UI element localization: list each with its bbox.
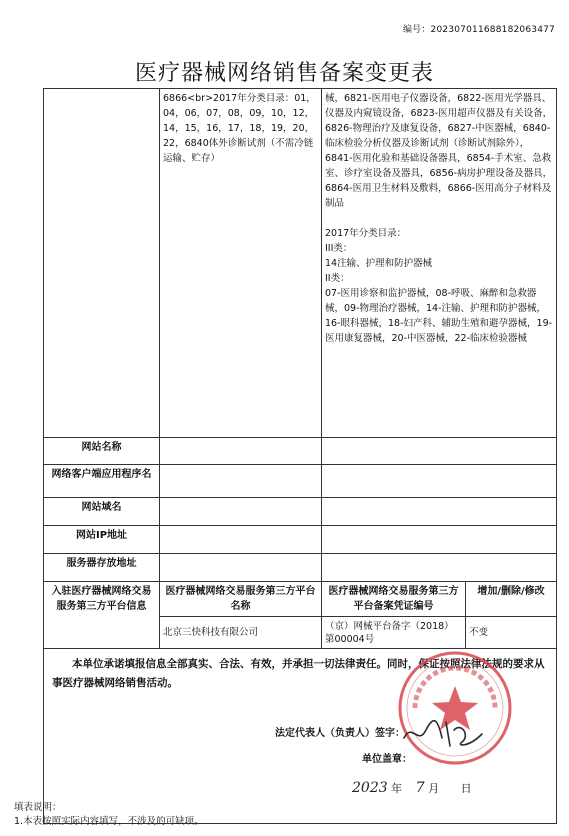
platform-change-header: 增加/删除/修改 — [466, 582, 557, 617]
ip-value-2 — [322, 526, 557, 554]
platform-cert-value: （京）网械平台备字（2018）第00004号 — [322, 617, 466, 649]
document-number: 编号：20230701168818206347​7 — [402, 25, 555, 35]
scope-row — [44, 89, 557, 438]
platform-change-value: 不变 — [466, 617, 557, 649]
client-app-label: 网络客户端应用程序名 — [44, 465, 160, 498]
scope-left-text: 6866<br>2017年分类目录：01，04，06，07，08，09，10，12，14，15，16，17，18，19，20，22，6840体外诊断试剂（不需冷链运输、贮存） — [163, 93, 316, 164]
website-name-value-2 — [322, 438, 557, 465]
client-app-row — [44, 465, 557, 498]
note-item: 1.本表按照实际内容填写，不涉及的可缺项。 — [14, 816, 204, 827]
scope-label-cell — [44, 89, 160, 438]
scope-line: 械，6821-医用电子仪器设备，6822-医用光学器具、仪器及内窥镜设备，6823-医用超声仪器及有关设备，6826-物理治疗及康复设备，6827-中医器械，6840-临床检验分析仪器及诊断试剂（诊断试剂除外），6841-医用化验和基础设备器具，6854-手术室、急救室、诊疗室设备及器具，6856-病房护理设备及器具，6864-医用卫生材料及敷料，6866-医用高分子材料及制品 — [325, 93, 553, 209]
scope-line — [325, 211, 553, 226]
scope-line: 14注输、护理和防护器械 — [325, 258, 433, 269]
domain-value — [160, 498, 322, 526]
platform-header-row — [44, 582, 557, 617]
client-app-value-2 — [322, 465, 557, 498]
scope-left-cell — [160, 89, 322, 438]
platform-cert-header: 医疗器械网络交易服务第三方平台备案凭证编号 — [322, 582, 466, 617]
notes-section — [14, 801, 204, 829]
domain-row — [44, 498, 557, 526]
client-app-value — [160, 465, 322, 498]
domain-label: 网站域名 — [44, 498, 160, 526]
ip-row — [44, 526, 557, 554]
platform-name-header: 医疗器械网络交易服务第三方平台名称 — [160, 582, 322, 617]
legal-rep-label: 法定代表人（负责人）签字： — [275, 728, 405, 739]
ip-value — [160, 526, 322, 554]
platform-name-value: 北京三快科技有限公司 — [160, 617, 322, 649]
website-name-row — [44, 438, 557, 465]
scope-line: 2017年分类目录： — [325, 228, 407, 239]
date-month-suffix: 月 — [428, 782, 440, 795]
date-year: 2023 — [352, 780, 388, 796]
domain-value-2 — [322, 498, 557, 526]
server-value-2 — [322, 554, 557, 582]
scope-right-cell — [322, 89, 557, 438]
server-value — [160, 554, 322, 582]
handwritten-signature — [398, 712, 488, 754]
scope-line: III类： — [325, 243, 353, 254]
date-month: 7 — [415, 780, 425, 796]
server-row — [44, 554, 557, 582]
server-label: 服务器存放地址 — [44, 554, 160, 582]
website-name-label: 网站名称 — [44, 438, 160, 465]
ip-label: 网站IP地址 — [44, 526, 160, 554]
website-name-value — [160, 438, 322, 465]
date-day-suffix: 日 — [460, 782, 472, 795]
seal-label: 单位盖章： — [362, 754, 412, 765]
notes-title: 填表说明： — [14, 802, 62, 813]
date-year-suffix: 年 — [391, 782, 403, 795]
pledge-text: 本单位承诺填报信息全部真实、合法、有效，并承担一切法律责任。同时，保证按照法律法规的要求从事医疗器械网络销售活动。 — [52, 658, 545, 689]
scope-line: II类： — [325, 273, 350, 284]
platform-label: 入驻医疗器械网络交易服务第三方平台信息 — [44, 582, 160, 649]
signing-date — [352, 780, 472, 796]
page-title: 医疗器械网络销售备案变更表 — [134, 61, 434, 86]
scope-line: 07-医用诊察和监护器械，08-呼吸、麻醉和急救器械，09-物理治疗器械，14-注输、护理和防护器械，16-眼科器械，18-妇产科、辅助生殖和避孕器械，19-医用康复器械，20-中医器械，22-临床检验器械 — [325, 288, 553, 344]
